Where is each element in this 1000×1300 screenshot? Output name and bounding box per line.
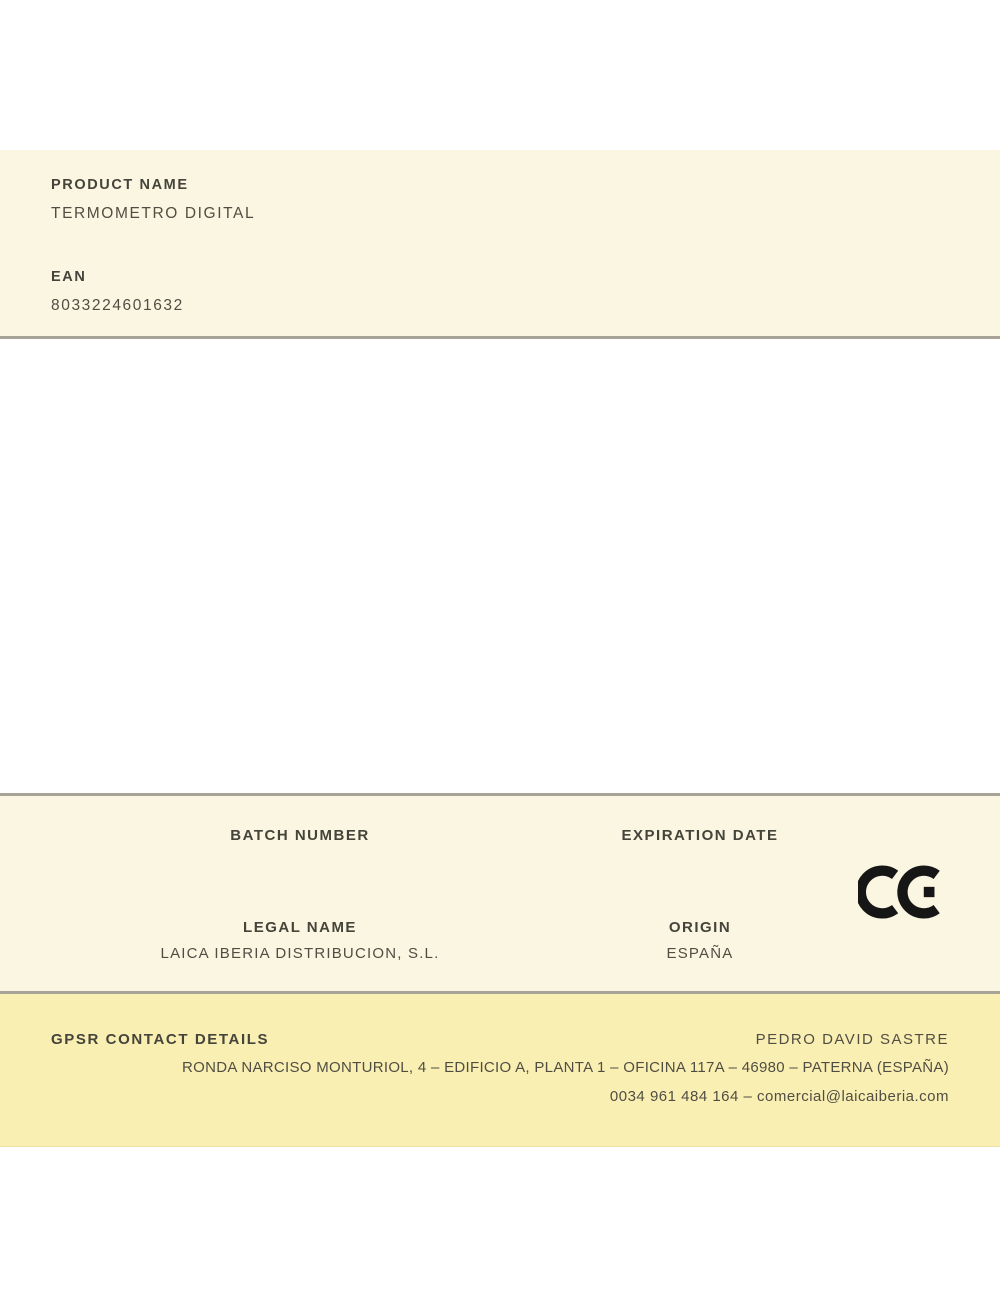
- top-margin: [0, 0, 1000, 150]
- origin-label: ORIGIN: [668, 919, 732, 936]
- gpsr-phone-email-row: [51, 1087, 949, 1107]
- gpsr-contact-name: PEDRO DAVID SASTRE: [755, 1031, 949, 1048]
- product-name-value: TERMOMETRO DIGITAL: [51, 205, 256, 222]
- middle-white-gap: [0, 339, 1000, 793]
- legal-name-label: LEGAL NAME: [243, 919, 357, 936]
- ean-label: EAN: [51, 269, 87, 285]
- ce-certification-icon: [858, 860, 942, 924]
- ean-value: 8033224601632: [51, 297, 184, 314]
- gpsr-email-link[interactable]: comercial@laicaiberia.com: [757, 1088, 949, 1105]
- expiration-date-label: EXPIRATION DATE: [621, 827, 779, 844]
- gpsr-address: RONDA NARCISO MONTURIOL, 4 – EDIFICIO A, PLANTA 1 – OFICINA 117A – 46980 – PATERNA (ESPAÑA): [182, 1059, 949, 1076]
- bottom-margin: [0, 1147, 1000, 1298]
- gpsr-contact-details-title: GPSR CONTACT DETAILS: [51, 1031, 270, 1048]
- product-name-label: PRODUCT NAME: [51, 177, 189, 193]
- gpsr-header-row: [51, 1030, 949, 1050]
- ean-field: [51, 268, 950, 316]
- batch-number-label: BATCH NUMBER: [230, 827, 370, 844]
- gpsr-separator: –: [743, 1088, 753, 1105]
- origin-value: ESPAÑA: [666, 945, 734, 962]
- gpsr-contact-section: [0, 994, 1000, 1147]
- product-name-field: [51, 176, 950, 224]
- gpsr-phone: 0034 961 484 164: [609, 1088, 739, 1105]
- product-info-section: [0, 150, 1000, 339]
- legal-name-value: LAICA IBERIA DISTRIBUCION, S.L.: [160, 945, 440, 962]
- batch-legal-section: [0, 793, 1000, 994]
